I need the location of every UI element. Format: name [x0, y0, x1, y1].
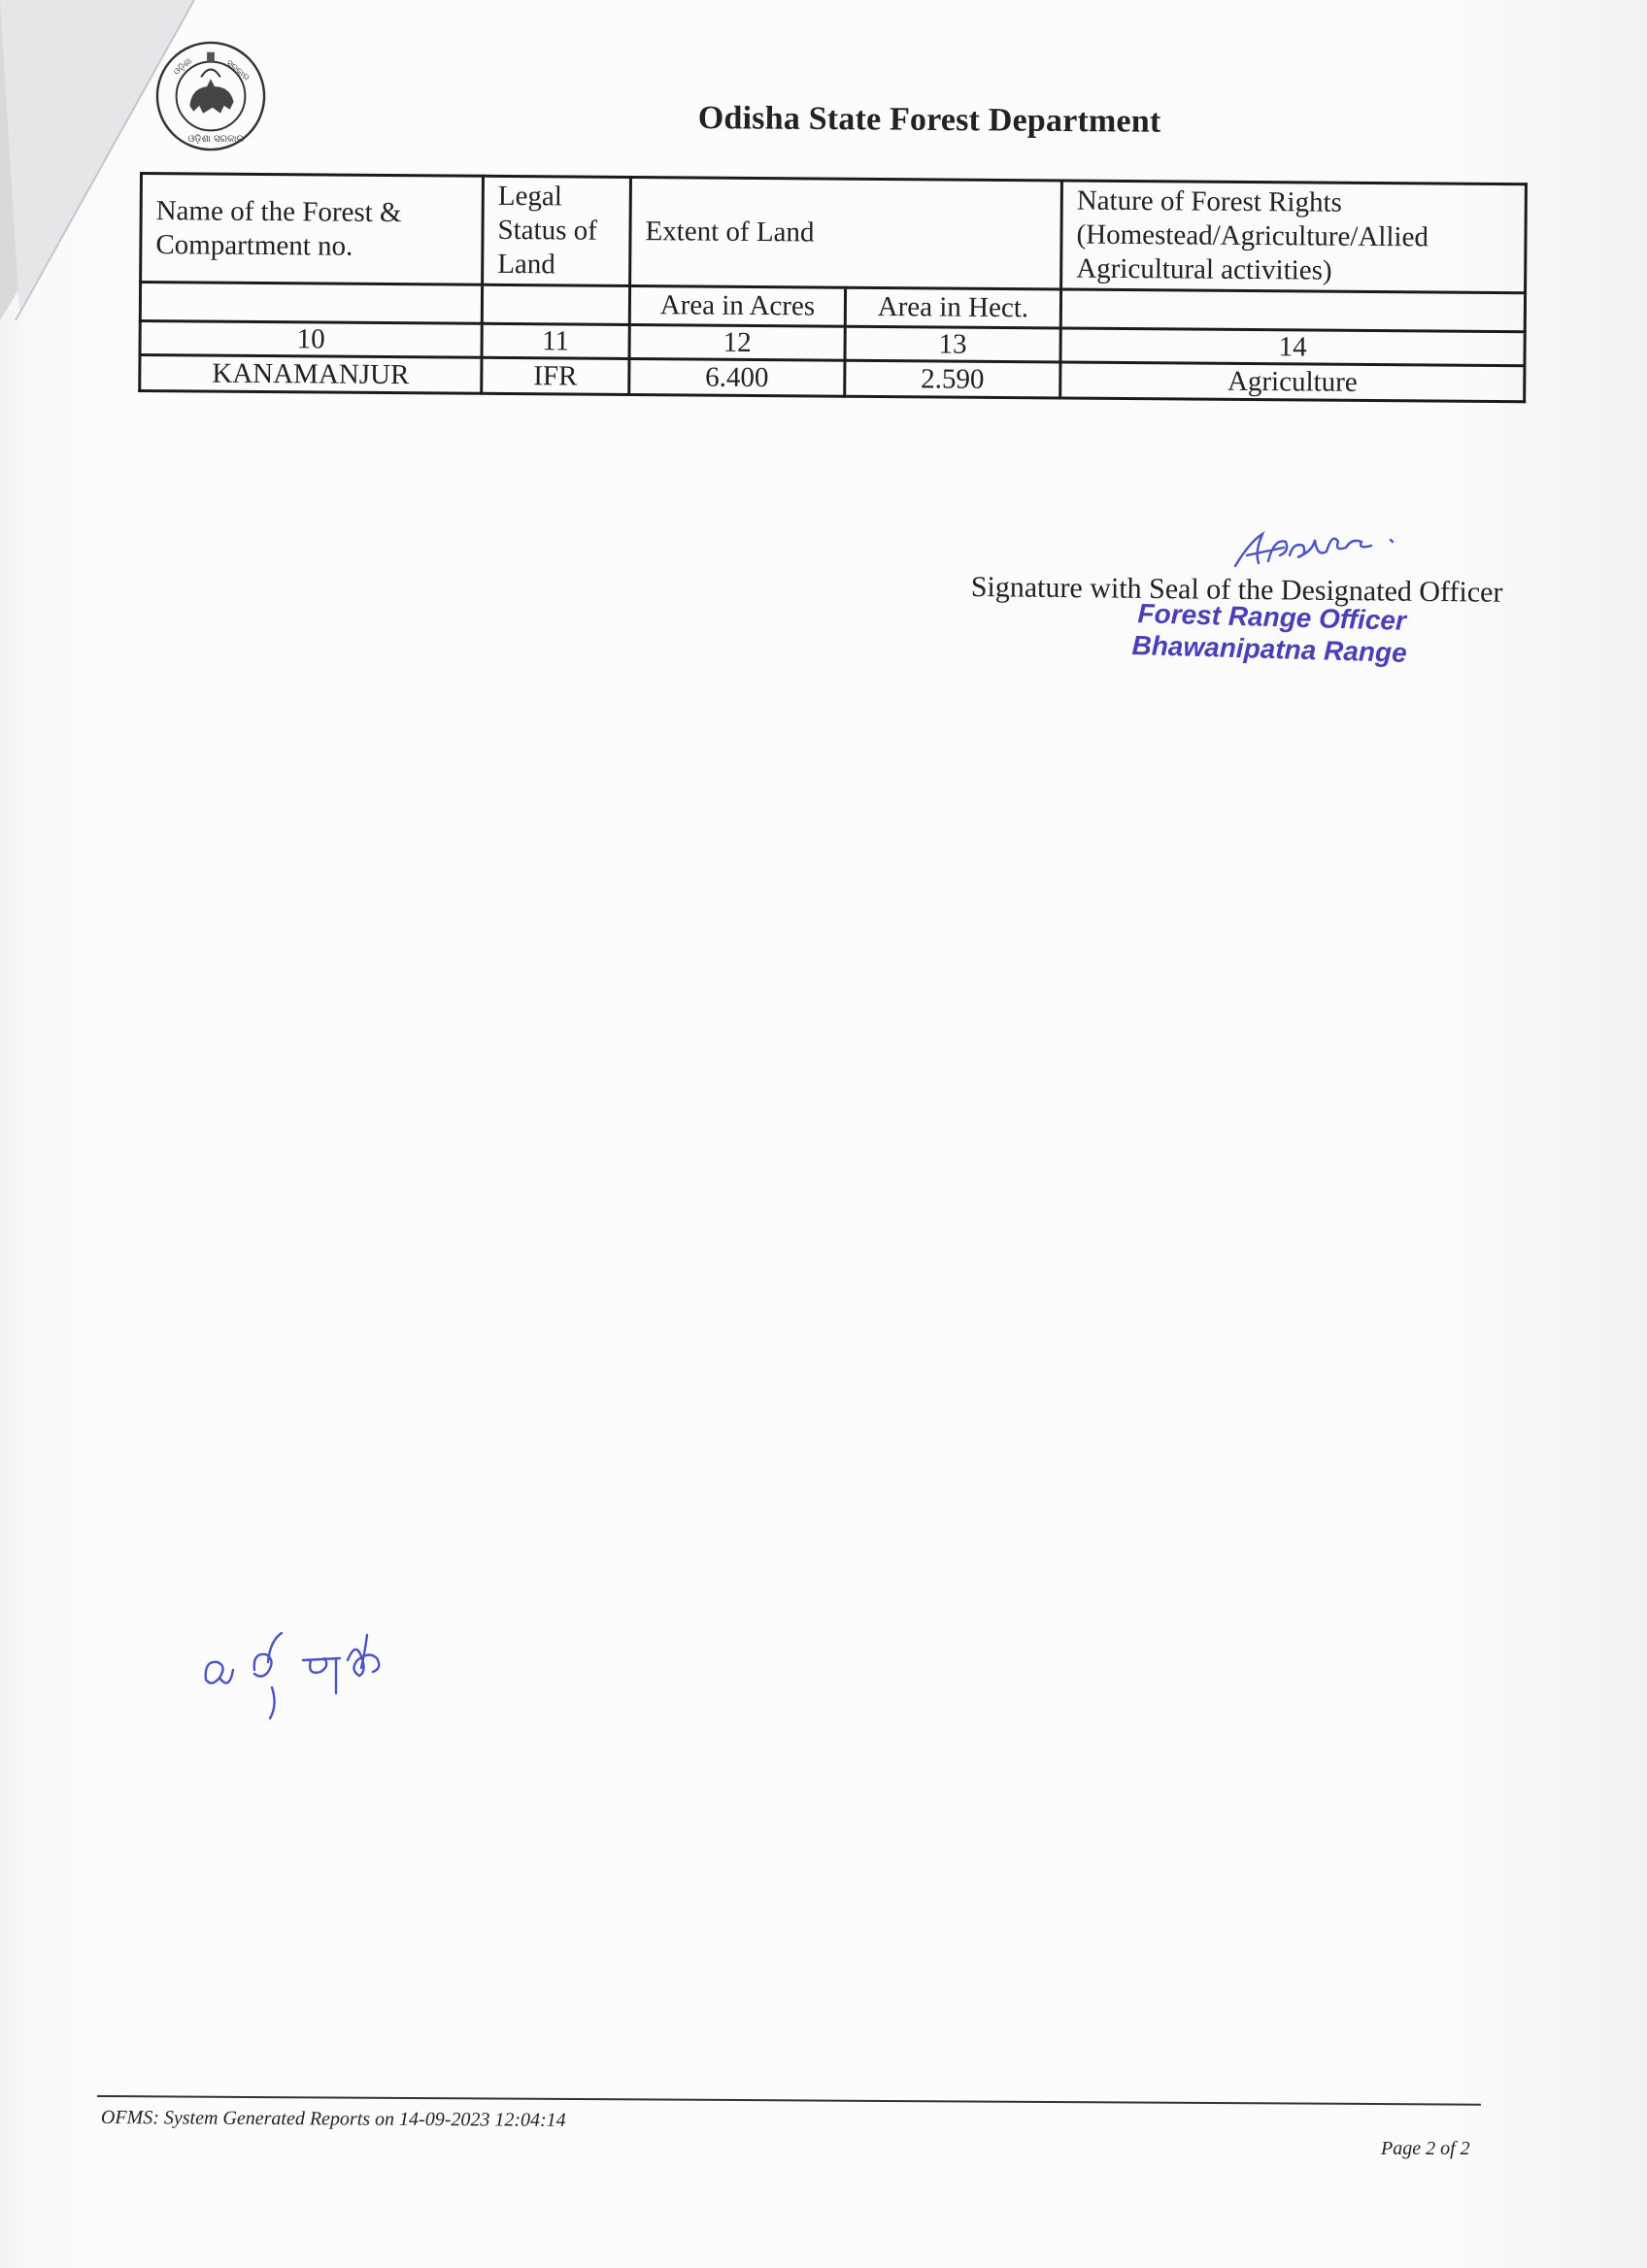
header-forest-name: Name of the Forest & Compartment no. [141, 174, 484, 285]
document-title: Odisha State Forest Department [697, 100, 1161, 140]
officer-stamp [1131, 597, 1408, 669]
header-nature-of-rights: Nature of Forest Rights (Homestead/Agriculture/Allied Agricultural activities) [1061, 181, 1527, 293]
handwritten-odia-note [194, 1612, 437, 1757]
stamp-line-title: Forest Range Officer [1137, 598, 1407, 636]
cell-area-hect: 2.590 [845, 360, 1060, 398]
cell-nature-of-rights: Agriculture [1060, 362, 1525, 402]
table-header-row [141, 174, 1527, 293]
subheader-empty [1060, 289, 1525, 332]
subheader-empty [482, 284, 629, 324]
subheader-area-hect: Area in Hect. [845, 287, 1060, 328]
column-number: 10 [140, 321, 482, 358]
svg-text:ସରକାର: ସରକାର [223, 58, 252, 83]
system-generated-note: OFMS: System Generated Reports on 14-09-2023 12:04:14 [100, 2107, 566, 2131]
page-number: Page 2 of 2 [1381, 2138, 1470, 2159]
subheader-area-acres: Area in Acres [629, 285, 845, 326]
column-number: 12 [629, 324, 845, 360]
subheader-empty [140, 283, 482, 324]
cell-forest-name: KANAMANJUR [140, 355, 482, 394]
government-emblem-icon [153, 39, 268, 153]
cell-area-acres: 6.400 [629, 358, 845, 396]
column-number: 14 [1060, 328, 1525, 366]
signature-label: Signature with Seal of the Designated Officer [970, 571, 1503, 609]
emblem-caption: ଓଡ଼ିଶା ସରକାର [187, 134, 244, 146]
svg-text:ଓଡ଼ିଶା: ଓଡ଼ିଶା [172, 56, 194, 78]
officer-signature-scribble [1226, 513, 1420, 581]
forest-rights-table-container [138, 172, 1525, 403]
header-legal-status: Legal Status of Land [483, 176, 631, 285]
header-extent-of-land: Extent of Land [630, 177, 1062, 288]
cell-legal-status: IFR [482, 357, 629, 394]
stamp-line-range: Bhawanipatna Range [1131, 629, 1408, 668]
footer-divider [97, 2095, 1481, 2106]
forest-rights-table [138, 172, 1528, 403]
column-number: 11 [482, 323, 629, 358]
column-number: 13 [845, 326, 1060, 362]
